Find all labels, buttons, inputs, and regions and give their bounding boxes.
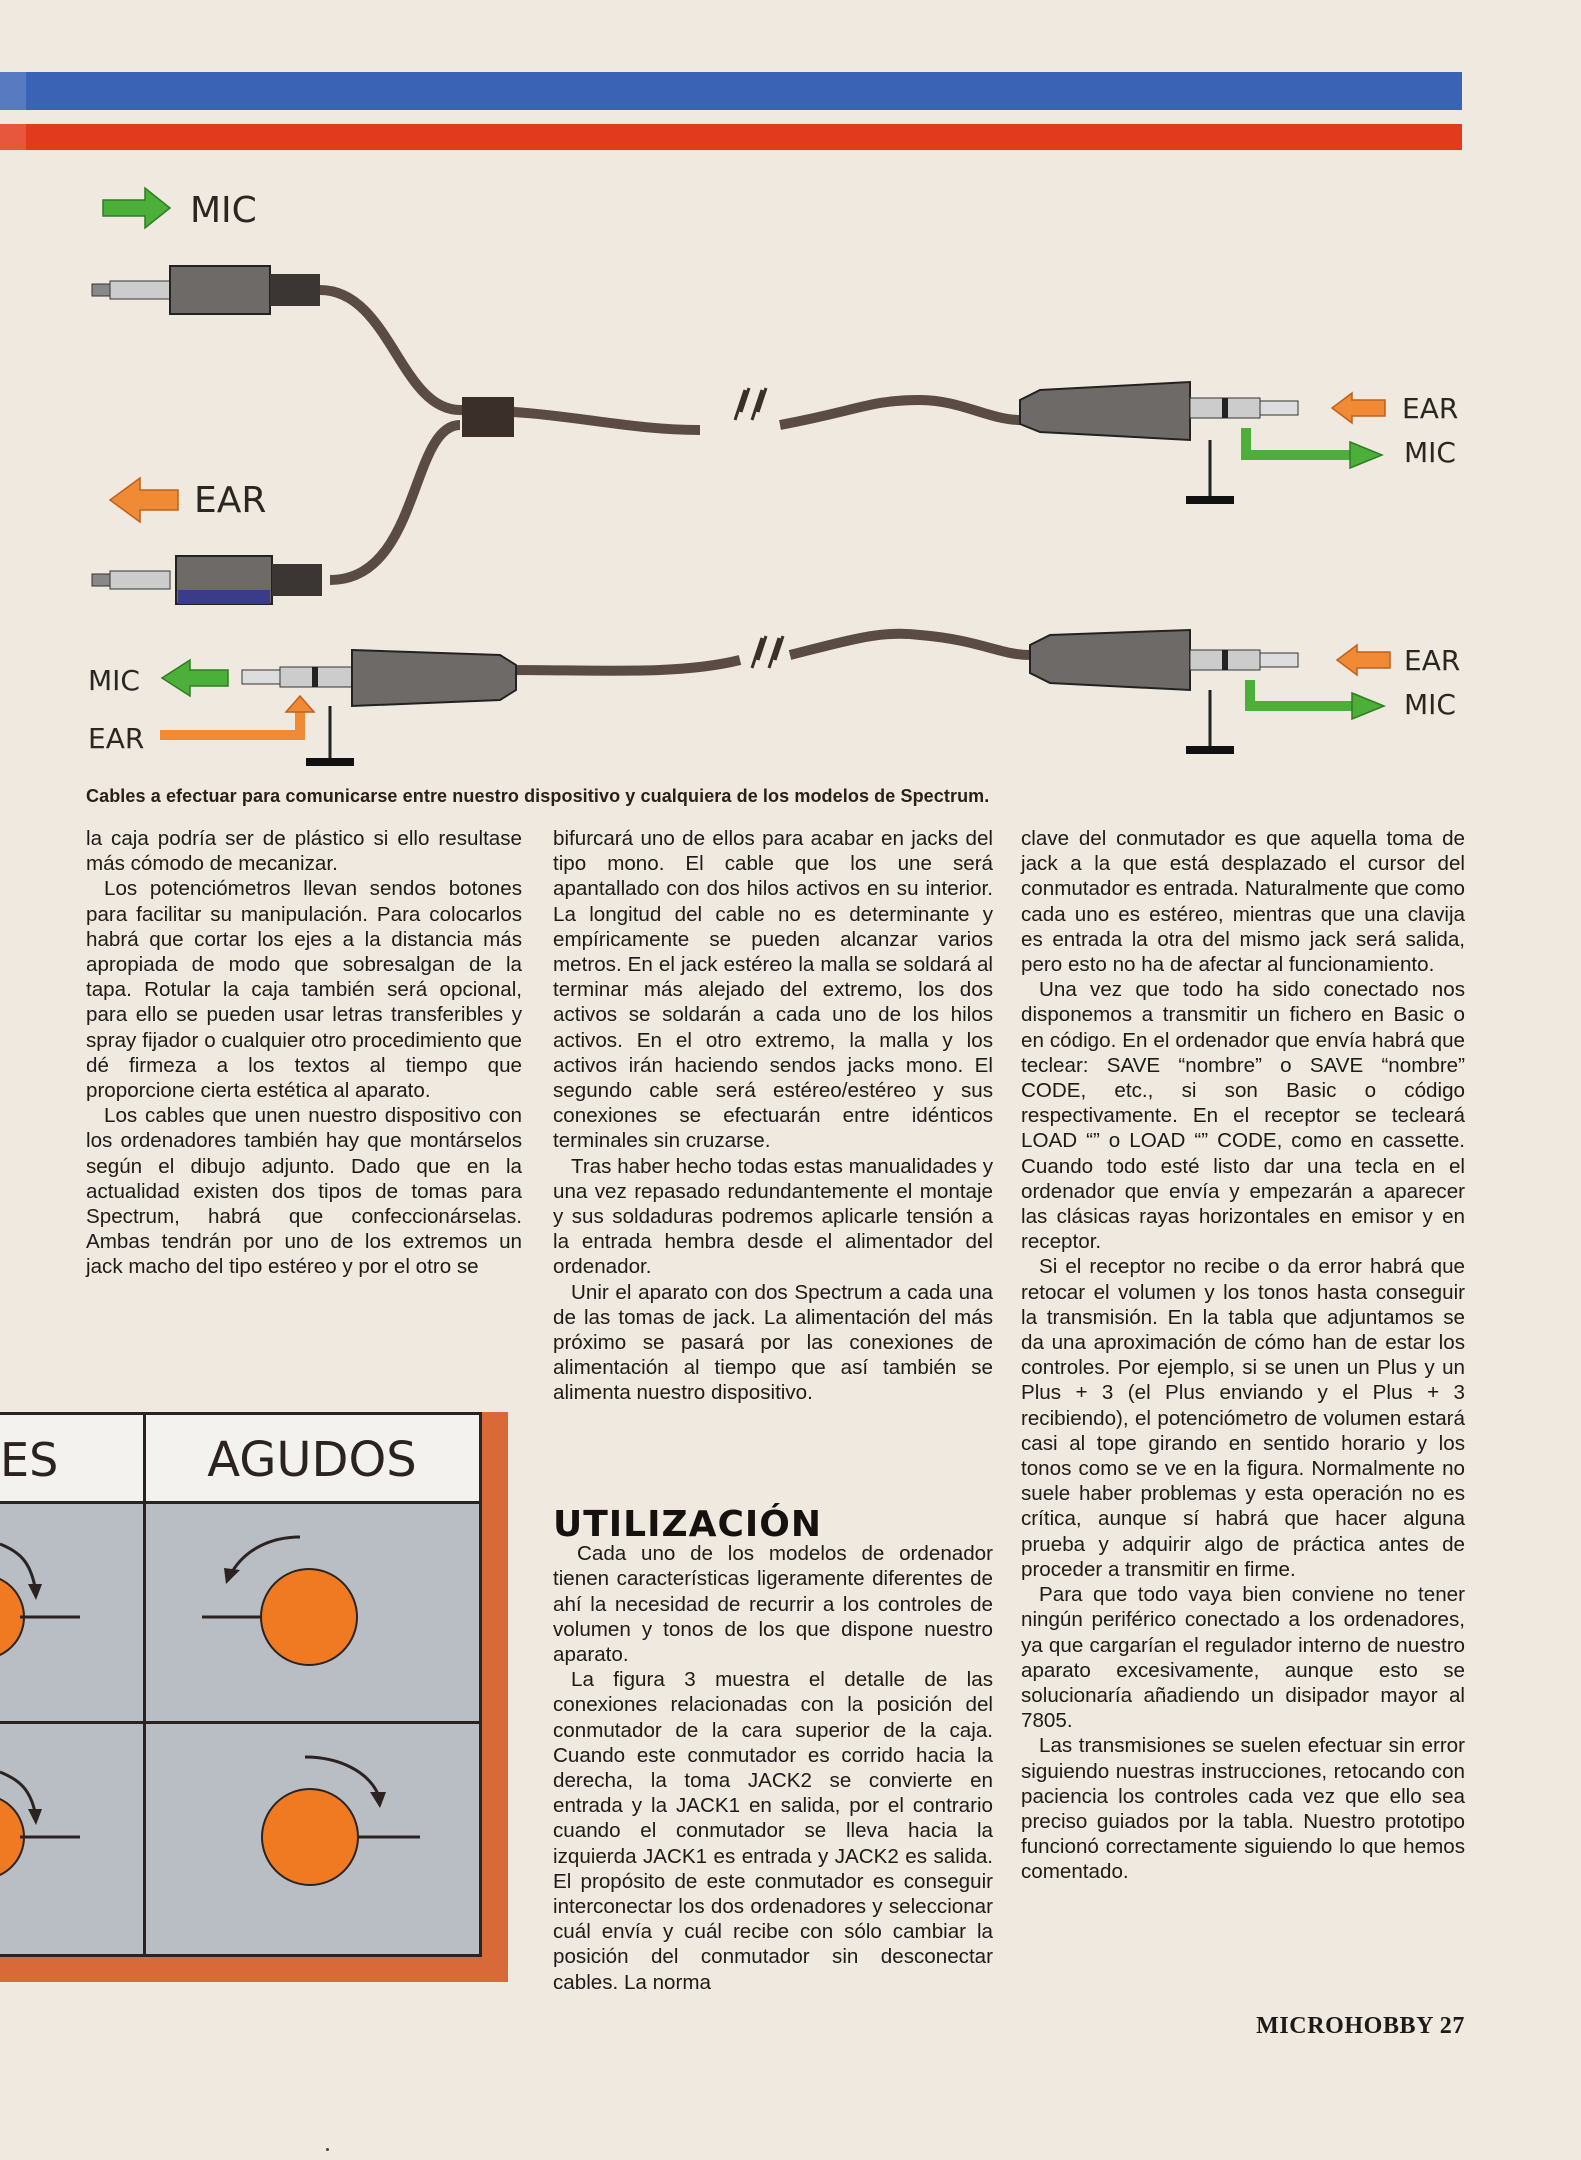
orange-arrow-icon xyxy=(110,478,178,522)
jack-plug-stereo-3 xyxy=(1030,630,1298,754)
paragraph: Tras haber hecho todas estas manualidades y una vez repasado redundantemente el montaje y sus soldaduras podremos aplicarle tensión a la entrada hembra desde el alimentador del ordenador. xyxy=(553,1154,993,1279)
green-arrow-head-icon xyxy=(1352,693,1384,719)
label-mic-top: MIC xyxy=(190,190,257,231)
paragraph: Las transmisiones se suelen efectuar sin error siguiendo nuestras instrucciones, retocando con paciencia los controles cada vez que ello sea preciso guiados por la tabla. Nuestro prototipo funcionó correctamente siguiendo lo que hemos comentado. xyxy=(1021,1734,1465,1884)
figure-caption: Cables a efectuar para comunicarse entre nuestro dispositivo y cualquiera de los modelos de Spectrum. xyxy=(86,786,990,806)
green-arrow-icon xyxy=(1250,680,1352,706)
green-arrow-icon xyxy=(1246,428,1350,455)
page-footer: MICROHOBBY 27 xyxy=(1256,2013,1465,2039)
label-ear-right-1: EAR xyxy=(1402,392,1459,425)
article-column-2-section xyxy=(553,1504,993,1995)
jack-plug-mono-mic xyxy=(92,266,320,314)
cable-diagram xyxy=(0,150,1581,790)
paragraph: bifurcará uno de ellos para acabar en jacks del tipo mono. El cable que los une será apantallado con dos hilos activos en su interior. La longitud del cable no es determinante y empíricamente se pueden alcanzar varios metros. En el jack estéreo la malla se soldará al terminar más alejado del extremo, los dos activos se soldarán a cada uno de los hilos activos. En el otro extremo, la malla y los activos irán haciendo sendos jacks mono. El segundo cable será estéreo/estéreo y sus conexiones se efectuarán entre idénticos terminales sin cruzarse. xyxy=(553,827,993,1153)
article-column-2 xyxy=(553,826,993,1406)
jack-plug-stereo-2 xyxy=(242,650,516,766)
orange-arrow-head-icon xyxy=(286,696,314,712)
label-ear-left-2: EAR xyxy=(88,722,145,755)
paragraph: Para que todo vaya bien conviene no tener ningún periférico conectado a los ordenadores, ya que cargarían el regulador interno de nuestro aparato excesivamente, aunque esto se solucionaría añadiendo un disipador mayor al 7805. xyxy=(1021,1583,1465,1733)
jack-plug-stereo-1 xyxy=(1020,382,1298,504)
article-column-3 xyxy=(1021,826,1465,1885)
paragraph: Una vez que todo ha sido conectado nos disponemos a transmitir un fichero en Basic o en código. En el ordenador que envía habrá que teclear: SAVE “nombre” o SAVE “nombre” CODE, etc., si son Basic o código respectivamente. En el receptor se tecleará LOAD “” o LOAD “” CODE, como en cassette. Cuando todo esté listo dar una tecla en el ordenador que envía y empezarán a aparecer las clásicas rayas horizontales en emisor y en receptor. xyxy=(1021,978,1465,1254)
jack-plug-mono-ear xyxy=(92,556,322,604)
label-mic-right-1: MIC xyxy=(1404,436,1456,469)
label-ear-right-2: EAR xyxy=(1404,644,1461,677)
orange-arrow-icon xyxy=(1332,393,1385,423)
paragraph: Los potenciómetros llevan sendos botones para facilitar su manipulación. Para colocarlos habrá que cortar los ejes a la distancia más apropiada de modo que sobresalgan de la tapa. Rotular la caja también será opcional, para ello se pueden usar letras transferibles y spray fijador o cualquier otro procedimiento que dé firmeza a los textos al tiempo que proporcione cierta estética al aparato. xyxy=(86,877,522,1103)
paragraph: la caja podría ser de plástico si ello resultase más cómodo de mecanizar. xyxy=(86,827,522,876)
orange-arrow-icon xyxy=(1337,645,1390,675)
paragraph: La figura 3 muestra el detalle de las conexiones relacionadas con la posición del conmutador de la cara superior de la caja. Cuando este conmutador es corrido hacia la derecha, la toma JACK2 se convierte en entrada y la JACK1 en salida, por el contrario cuando el conmutador se lleva hacia la izquierda JACK1 es entrada y JACK2 es salida. El propósito de este conmutador es conseguir interconectar los dos ordenadores y seleccionar cuál envía y cuál recibe con sólo cambiar la posición del conmutador sin desconectar cables. La norma xyxy=(553,1668,993,1994)
red-header-stripe xyxy=(0,124,1462,150)
cable-2 xyxy=(510,634,1030,671)
paragraph: Unir el aparato con dos Spectrum a cada una de las tomas de jack. La alimentación del más próximo se pasará por las conexiones de alimentación al tiempo que así también se alimenta nuestro dispositivo. xyxy=(553,1280,993,1405)
tone-settings-table xyxy=(0,1412,540,1982)
header-label-agudos: AGUDOS xyxy=(207,1432,417,1488)
orange-arrow-icon xyxy=(160,712,300,735)
green-arrow-icon xyxy=(103,188,170,228)
label-mic-left-2: MIC xyxy=(88,664,140,697)
paragraph: Si el receptor no recibe o da error habrá que retocar el volumen y los tonos hasta conseguir la transmisión. En la tabla que adjuntamos se da una aproximación de cómo han de estar los controles. Por ejemplo, si se unen un Plus y un Plus + 3 (el Plus enviando y el Plus + 3 recibiendo), el potenciómetro de volumen estará casi al tope girando en sentido horario y los tonos como se ve en la figura. Normalmente no suele haber problemas y esta operación no es crítica, aunque sí habrá que hacer alguna prueba y adquirir algo de práctica antes de proceder a transmitir en firme. xyxy=(1021,1255,1465,1581)
cable-1 xyxy=(320,290,1020,580)
paragraph: clave del conmutador es que aquella toma de jack a la que está desplazado el cursor del conmutador es entrada. Naturalmente que como cada uno es estéreo, mientras que una clavija es entrada la otra del mismo jack será salida, pero esto no ha de afectar al funcionamiento. xyxy=(1021,827,1465,977)
paragraph: Cada uno de los modelos de ordenador tienen características ligeramente diferentes de ahí la necesidad de recurrir a los controles de volumen y tonos de los que dispone nuestro aparato. xyxy=(553,1542,993,1667)
header-label-partial: ES xyxy=(0,1433,59,1487)
label-mic-right-2: MIC xyxy=(1404,688,1456,721)
print-speck xyxy=(326,2148,329,2151)
label-ear-mid: EAR xyxy=(194,480,267,521)
green-arrow-head-icon xyxy=(1350,442,1382,468)
green-arrow-icon xyxy=(162,660,228,696)
section-title: UTILIZACIÓN xyxy=(553,1504,823,1545)
blue-header-stripe xyxy=(0,72,1462,110)
article-column-1 xyxy=(86,826,522,1280)
paragraph: Los cables que unen nuestro dispositivo con los ordenadores también hay que montárselos según el dibujo adjunto. Dado que en la actualidad existen dos tipos de tomas para Spectrum, habrá que confeccionárselas. Ambas tendrán por uno de los extremos un jack macho del tipo estéreo y por el otro se xyxy=(86,1104,522,1279)
